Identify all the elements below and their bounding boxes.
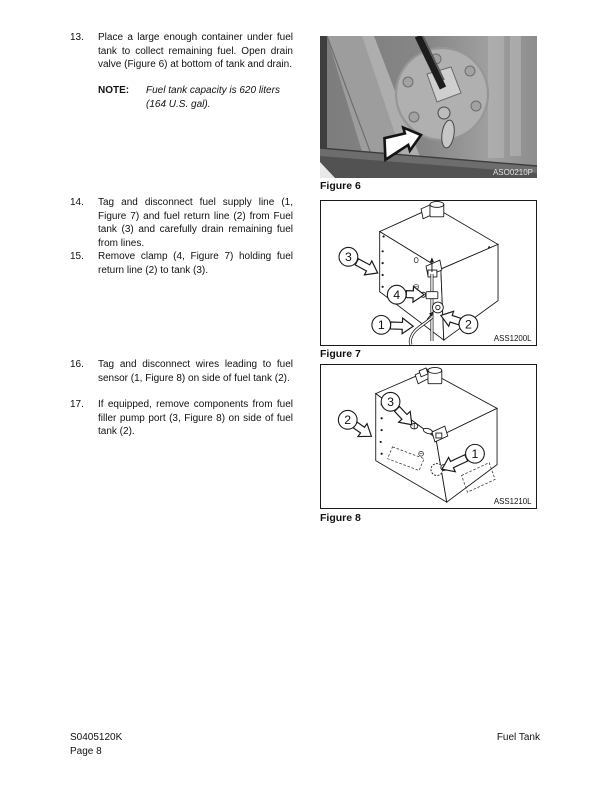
pipe-flange-fitting xyxy=(432,302,443,313)
step-number: 16. xyxy=(70,359,84,370)
step-text: If equipped, remove components from fuel filler pump port (3, Figure 8) on side of fuel tank (2). xyxy=(98,399,293,438)
step-number: 17. xyxy=(70,399,84,410)
step-number: 13. xyxy=(70,32,84,43)
figure-8-drawing xyxy=(320,364,537,509)
fuel-tank-sensor-drawing xyxy=(321,365,536,508)
page-number: Page 8 xyxy=(70,745,102,757)
instruction-step-15 xyxy=(70,250,293,277)
drain-flange xyxy=(396,48,488,140)
svg-text:3: 3 xyxy=(344,250,352,265)
figure-6-photo xyxy=(320,36,537,178)
instruction-step-16 xyxy=(70,358,293,385)
drawing-id-label: ASS1210L xyxy=(493,497,532,507)
document-code: S0405120K xyxy=(70,732,123,743)
footer-section-title: Fuel Tank xyxy=(496,732,540,743)
photo-id-label: ASO0210P xyxy=(492,168,533,177)
callout-1 xyxy=(466,444,485,463)
step-number: 15. xyxy=(70,251,84,262)
step-text: Place a large enough container under fuel tank to collect remaining fuel. Open drain valve (Figure 6) at bottom of tank and drain. xyxy=(98,32,293,71)
filler-neck xyxy=(421,201,444,218)
svg-text:3: 3 xyxy=(387,395,394,410)
footer-left xyxy=(70,731,122,758)
callout-1 xyxy=(372,316,391,335)
note-block xyxy=(98,84,294,111)
fuel-tank-drain-photo xyxy=(320,36,537,178)
callout-3 xyxy=(381,392,400,411)
instruction-step-17 xyxy=(70,398,293,439)
svg-text:4: 4 xyxy=(393,288,401,303)
callout-arrow-1-icon xyxy=(390,318,413,335)
step-text: Tag and disconnect wires leading to fuel sensor (1, Figure 8) on side of fuel tank (2). xyxy=(98,359,293,384)
instruction-step-13 xyxy=(70,31,293,72)
fuel-tank-body xyxy=(377,207,498,340)
svg-text:1: 1 xyxy=(377,318,385,333)
note-text: Fuel tank capacity is 620 liters (164 U.S. gal). xyxy=(146,85,280,110)
callout-3 xyxy=(339,247,358,266)
figure-6-caption: Figure 6 xyxy=(320,180,361,192)
note-label: NOTE: xyxy=(98,85,130,96)
callout-2 xyxy=(338,410,357,429)
svg-text:2: 2 xyxy=(465,317,472,332)
figure-8-caption: Figure 8 xyxy=(320,512,361,524)
fuel-tank-lines-drawing xyxy=(321,201,536,345)
step-text: Remove clamp (4, Figure 7) holding fuel return line (2) to tank (3). xyxy=(98,251,293,276)
svg-text:2: 2 xyxy=(344,413,352,428)
callout-4 xyxy=(387,285,406,304)
step-text: Tag and disconnect fuel supply line (1, Figure 7) and fuel return line (2) from Fuel tank (3) and carefully drain remaining fuel from lines. xyxy=(98,197,293,250)
drawing-id-label: ASS1200L xyxy=(493,334,532,344)
svg-text:1: 1 xyxy=(471,447,479,462)
filler-neck xyxy=(415,367,442,383)
callout-2 xyxy=(459,315,478,334)
step-number: 14. xyxy=(70,197,84,208)
instruction-step-14 xyxy=(70,196,293,251)
figure-7-caption: Figure 7 xyxy=(320,348,361,360)
figure-7-drawing xyxy=(320,200,537,346)
